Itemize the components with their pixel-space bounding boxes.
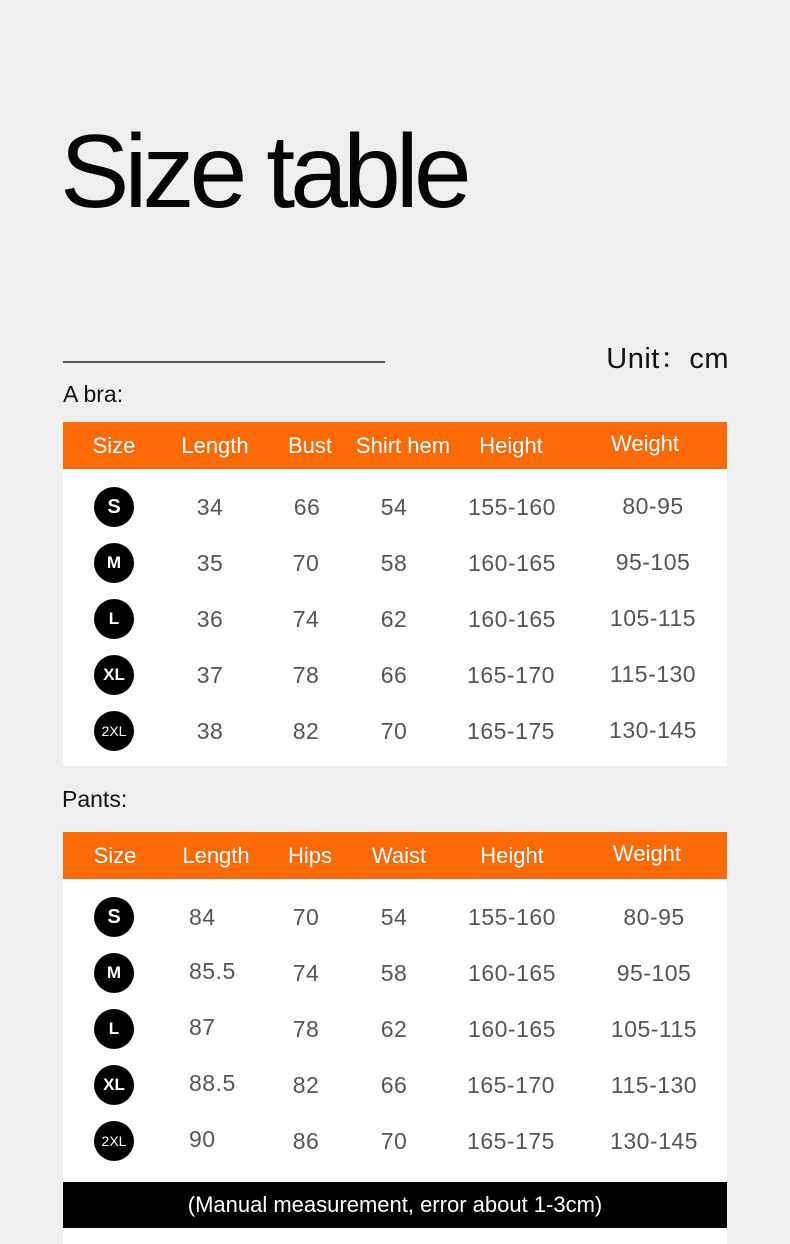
table-row	[63, 647, 727, 703]
weight-cell: 130-145	[610, 1128, 698, 1154]
table-row	[63, 479, 727, 535]
waist-cell: 58	[380, 960, 408, 986]
hips-cell: 74	[292, 960, 320, 986]
height-cell: 155-160	[468, 904, 556, 930]
length-cell: 35	[196, 550, 224, 576]
length-cell: 87	[189, 1014, 216, 1040]
height-cell: 155-160	[468, 494, 556, 520]
weight-cell: 115-130	[610, 1072, 698, 1098]
size-badge: S	[94, 897, 134, 937]
bra-table-header	[63, 422, 727, 469]
shirt-hem-cell: 54	[380, 494, 408, 520]
hips-cell: 86	[292, 1128, 320, 1154]
waist-cell: 66	[380, 1072, 408, 1098]
length-cell: 88.5	[189, 1070, 236, 1096]
height-cell: 160-165	[468, 960, 556, 986]
size-badge: S	[94, 487, 134, 527]
bust-cell: 82	[292, 718, 320, 744]
height-cell: 160-165	[468, 550, 556, 576]
pants-table-header	[63, 832, 727, 879]
shirt-hem-cell: 70	[380, 718, 408, 744]
shirt-hem-cell: 58	[380, 550, 408, 576]
header-cell: Bust	[287, 433, 333, 458]
waist-cell: 70	[380, 1128, 408, 1154]
pants-size-table	[63, 832, 727, 1182]
length-cell: 85.5	[189, 958, 236, 984]
table-row	[63, 1057, 727, 1113]
height-cell: 165-170	[467, 662, 555, 688]
table-row	[63, 703, 727, 759]
pants-section-label: Pants:	[62, 786, 128, 812]
size-badge: XL	[94, 1065, 134, 1105]
header-cell: Shirt hem	[355, 433, 451, 458]
bra-size-table	[63, 422, 727, 766]
bra-section-label: A bra:	[63, 381, 124, 407]
bust-cell: 70	[292, 550, 320, 576]
table-row	[63, 889, 727, 945]
hips-cell: 78	[292, 1016, 320, 1042]
size-badge: L	[94, 1009, 134, 1049]
weight-cell: 80-95	[622, 493, 684, 519]
header-cell: Size	[92, 433, 136, 458]
bust-cell: 78	[292, 662, 320, 688]
size-badge: 2XL	[94, 711, 134, 751]
weight-cell: 105-115	[610, 1016, 698, 1042]
length-cell: 37	[196, 662, 224, 688]
length-cell: 36	[196, 606, 224, 632]
length-cell: 38	[196, 718, 224, 744]
measurement-note: (Manual measurement, error about 1-3cm)	[63, 1182, 727, 1228]
header-cell: Height	[480, 843, 544, 868]
hips-cell: 70	[292, 904, 320, 930]
header-cell: Size	[93, 843, 137, 868]
shirt-hem-cell: 66	[380, 662, 408, 688]
page-title: Size table	[60, 114, 467, 230]
length-cell: 34	[196, 494, 224, 520]
hips-cell: 82	[292, 1072, 320, 1098]
waist-cell: 54	[380, 904, 408, 930]
height-cell: 160-165	[468, 1016, 556, 1042]
waist-cell: 62	[380, 1016, 408, 1042]
bust-cell: 66	[293, 494, 321, 520]
header-cell: Length	[182, 843, 250, 868]
table-row	[63, 591, 727, 647]
height-cell: 165-170	[467, 1072, 555, 1098]
unit-label: Unit：cm	[606, 343, 729, 375]
weight-cell: 95-105	[615, 549, 691, 575]
length-cell: 84	[189, 904, 216, 930]
size-badge: XL	[94, 655, 134, 695]
divider	[63, 361, 385, 363]
table-row	[63, 1001, 727, 1057]
weight-cell: 80-95	[623, 904, 685, 930]
header-cell: Waist	[371, 843, 427, 868]
size-badge: L	[94, 599, 134, 639]
shirt-hem-cell: 62	[380, 606, 408, 632]
size-badge: M	[94, 543, 134, 583]
height-cell: 165-175	[467, 718, 555, 744]
bust-cell: 74	[292, 606, 320, 632]
table-row	[63, 1113, 727, 1169]
header-cell: Height	[479, 433, 543, 458]
weight-cell: 95-105	[616, 960, 692, 986]
table-bottom-edge	[63, 1228, 727, 1244]
table-row	[63, 535, 727, 591]
length-cell: 90	[189, 1126, 216, 1152]
height-cell: 165-175	[467, 1128, 555, 1154]
header-cell: Hips	[287, 843, 333, 868]
header-cell: Length	[181, 433, 249, 458]
size-badge: M	[94, 953, 134, 993]
size-badge: 2XL	[94, 1121, 134, 1161]
header-cell: Weight	[612, 841, 682, 866]
height-cell: 160-165	[468, 606, 556, 632]
weight-cell: 115-130	[609, 661, 697, 687]
weight-cell: 105-115	[609, 605, 697, 631]
weight-cell: 130-145	[609, 717, 697, 743]
header-cell: Weight	[610, 431, 680, 456]
table-row	[63, 945, 727, 1001]
